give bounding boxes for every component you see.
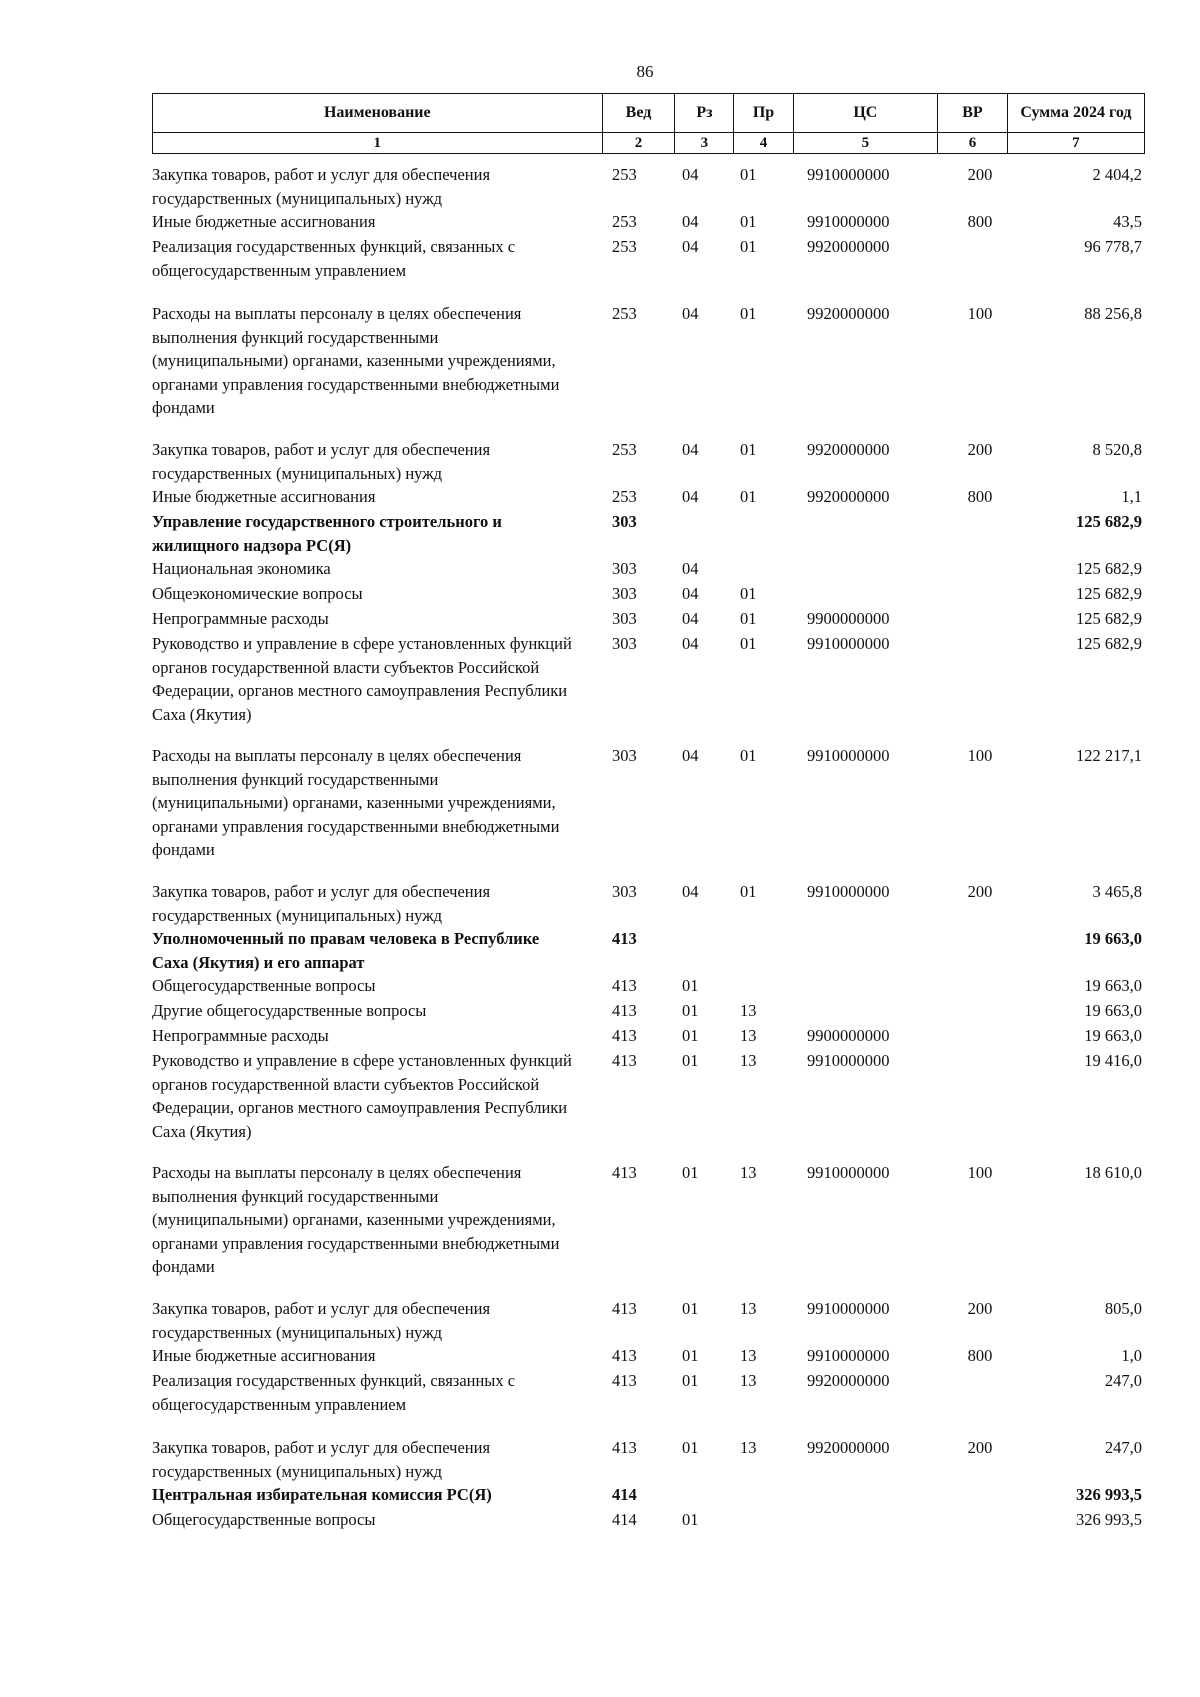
row-name: Другие общегосударственные вопросы — [152, 1001, 427, 1020]
row-pr: 13 — [740, 1051, 757, 1070]
row-vr: 800 — [967, 487, 993, 506]
row-rz: 04 — [682, 440, 699, 459]
row-rz: 04 — [682, 609, 699, 628]
row-name: Расходы на выплаты персоналу в целях обеспечения выполнения функций государственными (муниципальными) органами, казенными учреждениями, органами управления государственными внебюджетными фондами — [152, 746, 560, 859]
table-row — [152, 632, 1145, 744]
row-name: Общеэкономические вопросы — [152, 584, 363, 603]
row-rz: 01 — [682, 1026, 699, 1045]
table-row — [152, 1344, 1145, 1369]
row-ved: 303 — [612, 512, 637, 531]
row-ved: 413 — [612, 1299, 637, 1318]
row-sum: 125 682,9 — [1076, 559, 1142, 578]
row-name: Закупка товаров, работ и услуг для обеспечения государственных (муниципальных) нужд — [152, 1299, 491, 1342]
row-rz: 04 — [682, 237, 699, 256]
row-sum: 43,5 — [1113, 212, 1142, 231]
row-name: Закупка товаров, работ и услуг для обеспечения государственных (муниципальных) нужд — [152, 1438, 491, 1481]
row-sum: 19 663,0 — [1084, 1026, 1142, 1045]
row-pr: 13 — [740, 1163, 757, 1182]
table-row — [152, 163, 1145, 210]
row-ved: 303 — [612, 746, 637, 765]
row-name: Руководство и управление в сфере установленных функций органов государственной власти субъектов Российской Федерации, органов местного самоуправления Республики Саха (Якутия) — [152, 1051, 572, 1141]
table-row — [152, 1297, 1145, 1344]
row-vr: 800 — [967, 212, 993, 231]
table-row — [152, 1508, 1145, 1533]
row-rz: 01 — [682, 1299, 699, 1318]
row-pr: 13 — [740, 1026, 757, 1045]
row-rz: 04 — [682, 165, 699, 184]
row-name: Закупка товаров, работ и услуг для обеспечения государственных (муниципальных) нужд — [152, 165, 491, 208]
row-pr: 13 — [740, 1001, 757, 1020]
header-ved: Вед — [602, 94, 675, 133]
row-ved: 303 — [612, 882, 637, 901]
row-ved: 303 — [612, 584, 637, 603]
row-name: Закупка товаров, работ и услуг для обеспечения государственных (муниципальных) нужд — [152, 440, 491, 483]
row-vr: 200 — [967, 1438, 993, 1457]
row-sum: 326 993,5 — [1076, 1485, 1142, 1504]
row-cs: 9910000000 — [807, 165, 890, 184]
row-ved: 413 — [612, 1026, 637, 1045]
row-ved: 253 — [612, 440, 637, 459]
row-pr: 13 — [740, 1371, 757, 1390]
row-vr: 100 — [967, 304, 993, 323]
header-vr: ВР — [938, 94, 1008, 133]
row-name: Управление государственного строительного и жилищного надзора РС(Я) — [152, 512, 502, 555]
row-rz: 01 — [682, 1163, 699, 1182]
row-ved: 413 — [612, 976, 637, 995]
row-sum: 8 520,8 — [1092, 440, 1142, 459]
row-rz: 01 — [682, 1051, 699, 1070]
table-row — [152, 1024, 1145, 1049]
row-vr: 800 — [967, 1346, 993, 1365]
header-name: Наименование — [153, 94, 603, 133]
header-num-3: 3 — [675, 133, 734, 154]
table-row — [152, 210, 1145, 235]
table-row — [152, 485, 1145, 510]
row-pr: 13 — [740, 1438, 757, 1457]
header-pr: Пр — [734, 94, 793, 133]
row-vr: 200 — [967, 1299, 993, 1318]
table-row — [152, 510, 1145, 557]
row-sum: 19 663,0 — [1084, 1001, 1142, 1020]
row-name: Общегосударственные вопросы — [152, 1510, 376, 1529]
row-vr: 200 — [967, 882, 993, 901]
row-pr: 01 — [740, 487, 757, 506]
row-cs: 9910000000 — [807, 1299, 890, 1318]
row-ved: 253 — [612, 165, 637, 184]
row-rz: 04 — [682, 584, 699, 603]
row-sum: 125 682,9 — [1076, 609, 1142, 628]
row-cs: 9910000000 — [807, 1163, 890, 1182]
table-row — [152, 744, 1145, 880]
row-name: Национальная экономика — [152, 559, 331, 578]
row-pr: 01 — [740, 634, 757, 653]
row-cs: 9910000000 — [807, 1051, 890, 1070]
row-sum: 96 778,7 — [1084, 237, 1142, 256]
row-ved: 253 — [612, 212, 637, 231]
table-row — [152, 1483, 1145, 1508]
table-row — [152, 557, 1145, 582]
header-num-7: 7 — [1007, 133, 1144, 154]
row-rz: 01 — [682, 1346, 699, 1365]
table-row — [152, 1436, 1145, 1483]
header-sum: Сумма 2024 год — [1007, 94, 1144, 133]
row-rz: 04 — [682, 882, 699, 901]
row-ved: 413 — [612, 1163, 637, 1182]
row-ved: 413 — [612, 1051, 637, 1070]
header-num-6: 6 — [938, 133, 1008, 154]
row-sum: 88 256,8 — [1084, 304, 1142, 323]
row-cs: 9910000000 — [807, 882, 890, 901]
row-cs: 9900000000 — [807, 1026, 890, 1045]
table-row — [152, 1049, 1145, 1161]
row-sum: 1,0 — [1121, 1346, 1142, 1365]
row-pr: 01 — [740, 440, 757, 459]
row-name: Расходы на выплаты персоналу в целях обеспечения выполнения функций государственными (муниципальными) органами, казенными учреждениями, органами управления государственными внебюджетными фондами — [152, 304, 560, 417]
row-name: Уполномоченный по правам человека в Республике Саха (Якутия) и его аппарат — [152, 929, 540, 972]
row-ved: 414 — [612, 1485, 637, 1504]
row-name: Общегосударственные вопросы — [152, 976, 376, 995]
row-cs: 9920000000 — [807, 487, 890, 506]
row-ved: 253 — [612, 304, 637, 323]
row-rz: 04 — [682, 487, 699, 506]
row-pr: 01 — [740, 237, 757, 256]
row-pr: 01 — [740, 609, 757, 628]
table-row — [152, 1161, 1145, 1297]
row-cs: 9910000000 — [807, 1346, 890, 1365]
row-sum: 19 663,0 — [1084, 976, 1142, 995]
header-rz: Рз — [675, 94, 734, 133]
table-row — [152, 974, 1145, 999]
row-pr: 01 — [740, 212, 757, 231]
row-rz: 04 — [682, 559, 699, 578]
row-name: Реализация государственных функций, связанных с общегосударственным управлением — [152, 1371, 516, 1414]
row-ved: 303 — [612, 609, 637, 628]
table-header — [152, 93, 1145, 154]
row-ved: 413 — [612, 1346, 637, 1365]
row-name: Реализация государственных функций, связанных с общегосударственным управлением — [152, 237, 516, 280]
row-pr: 01 — [740, 584, 757, 603]
row-rz: 04 — [682, 746, 699, 765]
page-number: 86 — [636, 62, 654, 81]
row-name: Непрограммные расходы — [152, 609, 329, 628]
header-num-5: 5 — [793, 133, 938, 154]
table-row — [152, 582, 1145, 607]
row-cs: 9920000000 — [807, 304, 890, 323]
row-name: Иные бюджетные ассигнования — [152, 1346, 376, 1365]
row-sum: 326 993,5 — [1076, 1510, 1142, 1529]
row-sum: 805,0 — [1104, 1299, 1142, 1318]
row-rz: 01 — [682, 1001, 699, 1020]
row-ved: 413 — [612, 1371, 637, 1390]
row-sum: 2 404,2 — [1092, 165, 1142, 184]
row-name: Иные бюджетные ассигнования — [152, 487, 376, 506]
table-row — [152, 438, 1145, 485]
row-sum: 19 416,0 — [1084, 1051, 1142, 1070]
row-name: Закупка товаров, работ и услуг для обеспечения государственных (муниципальных) нужд — [152, 882, 491, 925]
row-cs: 9920000000 — [807, 1371, 890, 1390]
row-sum: 18 610,0 — [1084, 1163, 1142, 1182]
row-cs: 9910000000 — [807, 212, 890, 231]
row-rz: 01 — [682, 1510, 699, 1529]
row-sum: 125 682,9 — [1076, 584, 1142, 603]
row-sum: 125 682,9 — [1076, 634, 1142, 653]
row-sum: 1,1 — [1121, 487, 1142, 506]
row-cs: 9900000000 — [807, 609, 890, 628]
row-ved: 253 — [612, 487, 637, 506]
row-sum: 247,0 — [1104, 1371, 1142, 1390]
row-sum: 19 663,0 — [1084, 929, 1142, 948]
row-cs: 9920000000 — [807, 1438, 890, 1457]
table-row — [152, 235, 1145, 302]
row-pr: 01 — [740, 304, 757, 323]
row-ved: 303 — [612, 559, 637, 578]
table-row — [152, 1369, 1145, 1436]
row-sum: 125 682,9 — [1076, 512, 1142, 531]
table-row — [152, 607, 1145, 632]
row-name: Центральная избирательная комиссия РС(Я) — [152, 1485, 492, 1504]
budget-table-body — [152, 163, 1145, 1533]
row-pr: 13 — [740, 1299, 757, 1318]
header-num-4: 4 — [734, 133, 793, 154]
row-ved: 413 — [612, 1438, 637, 1457]
row-vr: 100 — [967, 746, 993, 765]
row-vr: 200 — [967, 165, 993, 184]
row-name: Непрограммные расходы — [152, 1026, 329, 1045]
row-ved: 303 — [612, 634, 637, 653]
header-num-2: 2 — [602, 133, 675, 154]
row-cs: 9910000000 — [807, 634, 890, 653]
row-rz: 01 — [682, 976, 699, 995]
row-name: Иные бюджетные ассигнования — [152, 212, 376, 231]
row-pr: 13 — [740, 1346, 757, 1365]
row-pr: 01 — [740, 882, 757, 901]
row-ved: 414 — [612, 1510, 637, 1529]
row-pr: 01 — [740, 165, 757, 184]
row-rz: 04 — [682, 212, 699, 231]
row-cs: 9920000000 — [807, 440, 890, 459]
row-ved: 253 — [612, 237, 637, 256]
row-cs: 9920000000 — [807, 237, 890, 256]
row-pr: 01 — [740, 746, 757, 765]
table-row — [152, 880, 1145, 927]
row-sum: 122 217,1 — [1076, 746, 1142, 765]
table-row — [152, 927, 1145, 974]
table-row — [152, 302, 1145, 438]
table-row — [152, 999, 1145, 1024]
header-cs: ЦС — [793, 94, 938, 133]
row-vr: 100 — [967, 1163, 993, 1182]
row-sum: 247,0 — [1104, 1438, 1142, 1457]
row-cs: 9910000000 — [807, 746, 890, 765]
row-name: Руководство и управление в сфере установленных функций органов государственной власти субъектов Российской Федерации, органов местного самоуправления Республики Саха (Якутия) — [152, 634, 572, 724]
row-ved: 413 — [612, 1001, 637, 1020]
row-rz: 01 — [682, 1371, 699, 1390]
row-rz: 04 — [682, 304, 699, 323]
row-sum: 3 465,8 — [1092, 882, 1142, 901]
header-num-1: 1 — [153, 133, 603, 154]
row-rz: 04 — [682, 634, 699, 653]
row-ved: 413 — [612, 929, 637, 948]
row-name: Расходы на выплаты персоналу в целях обеспечения выполнения функций государственными (муниципальными) органами, казенными учреждениями, органами управления государственными внебюджетными фондами — [152, 1163, 560, 1276]
row-rz: 01 — [682, 1438, 699, 1457]
row-vr: 200 — [967, 440, 993, 459]
